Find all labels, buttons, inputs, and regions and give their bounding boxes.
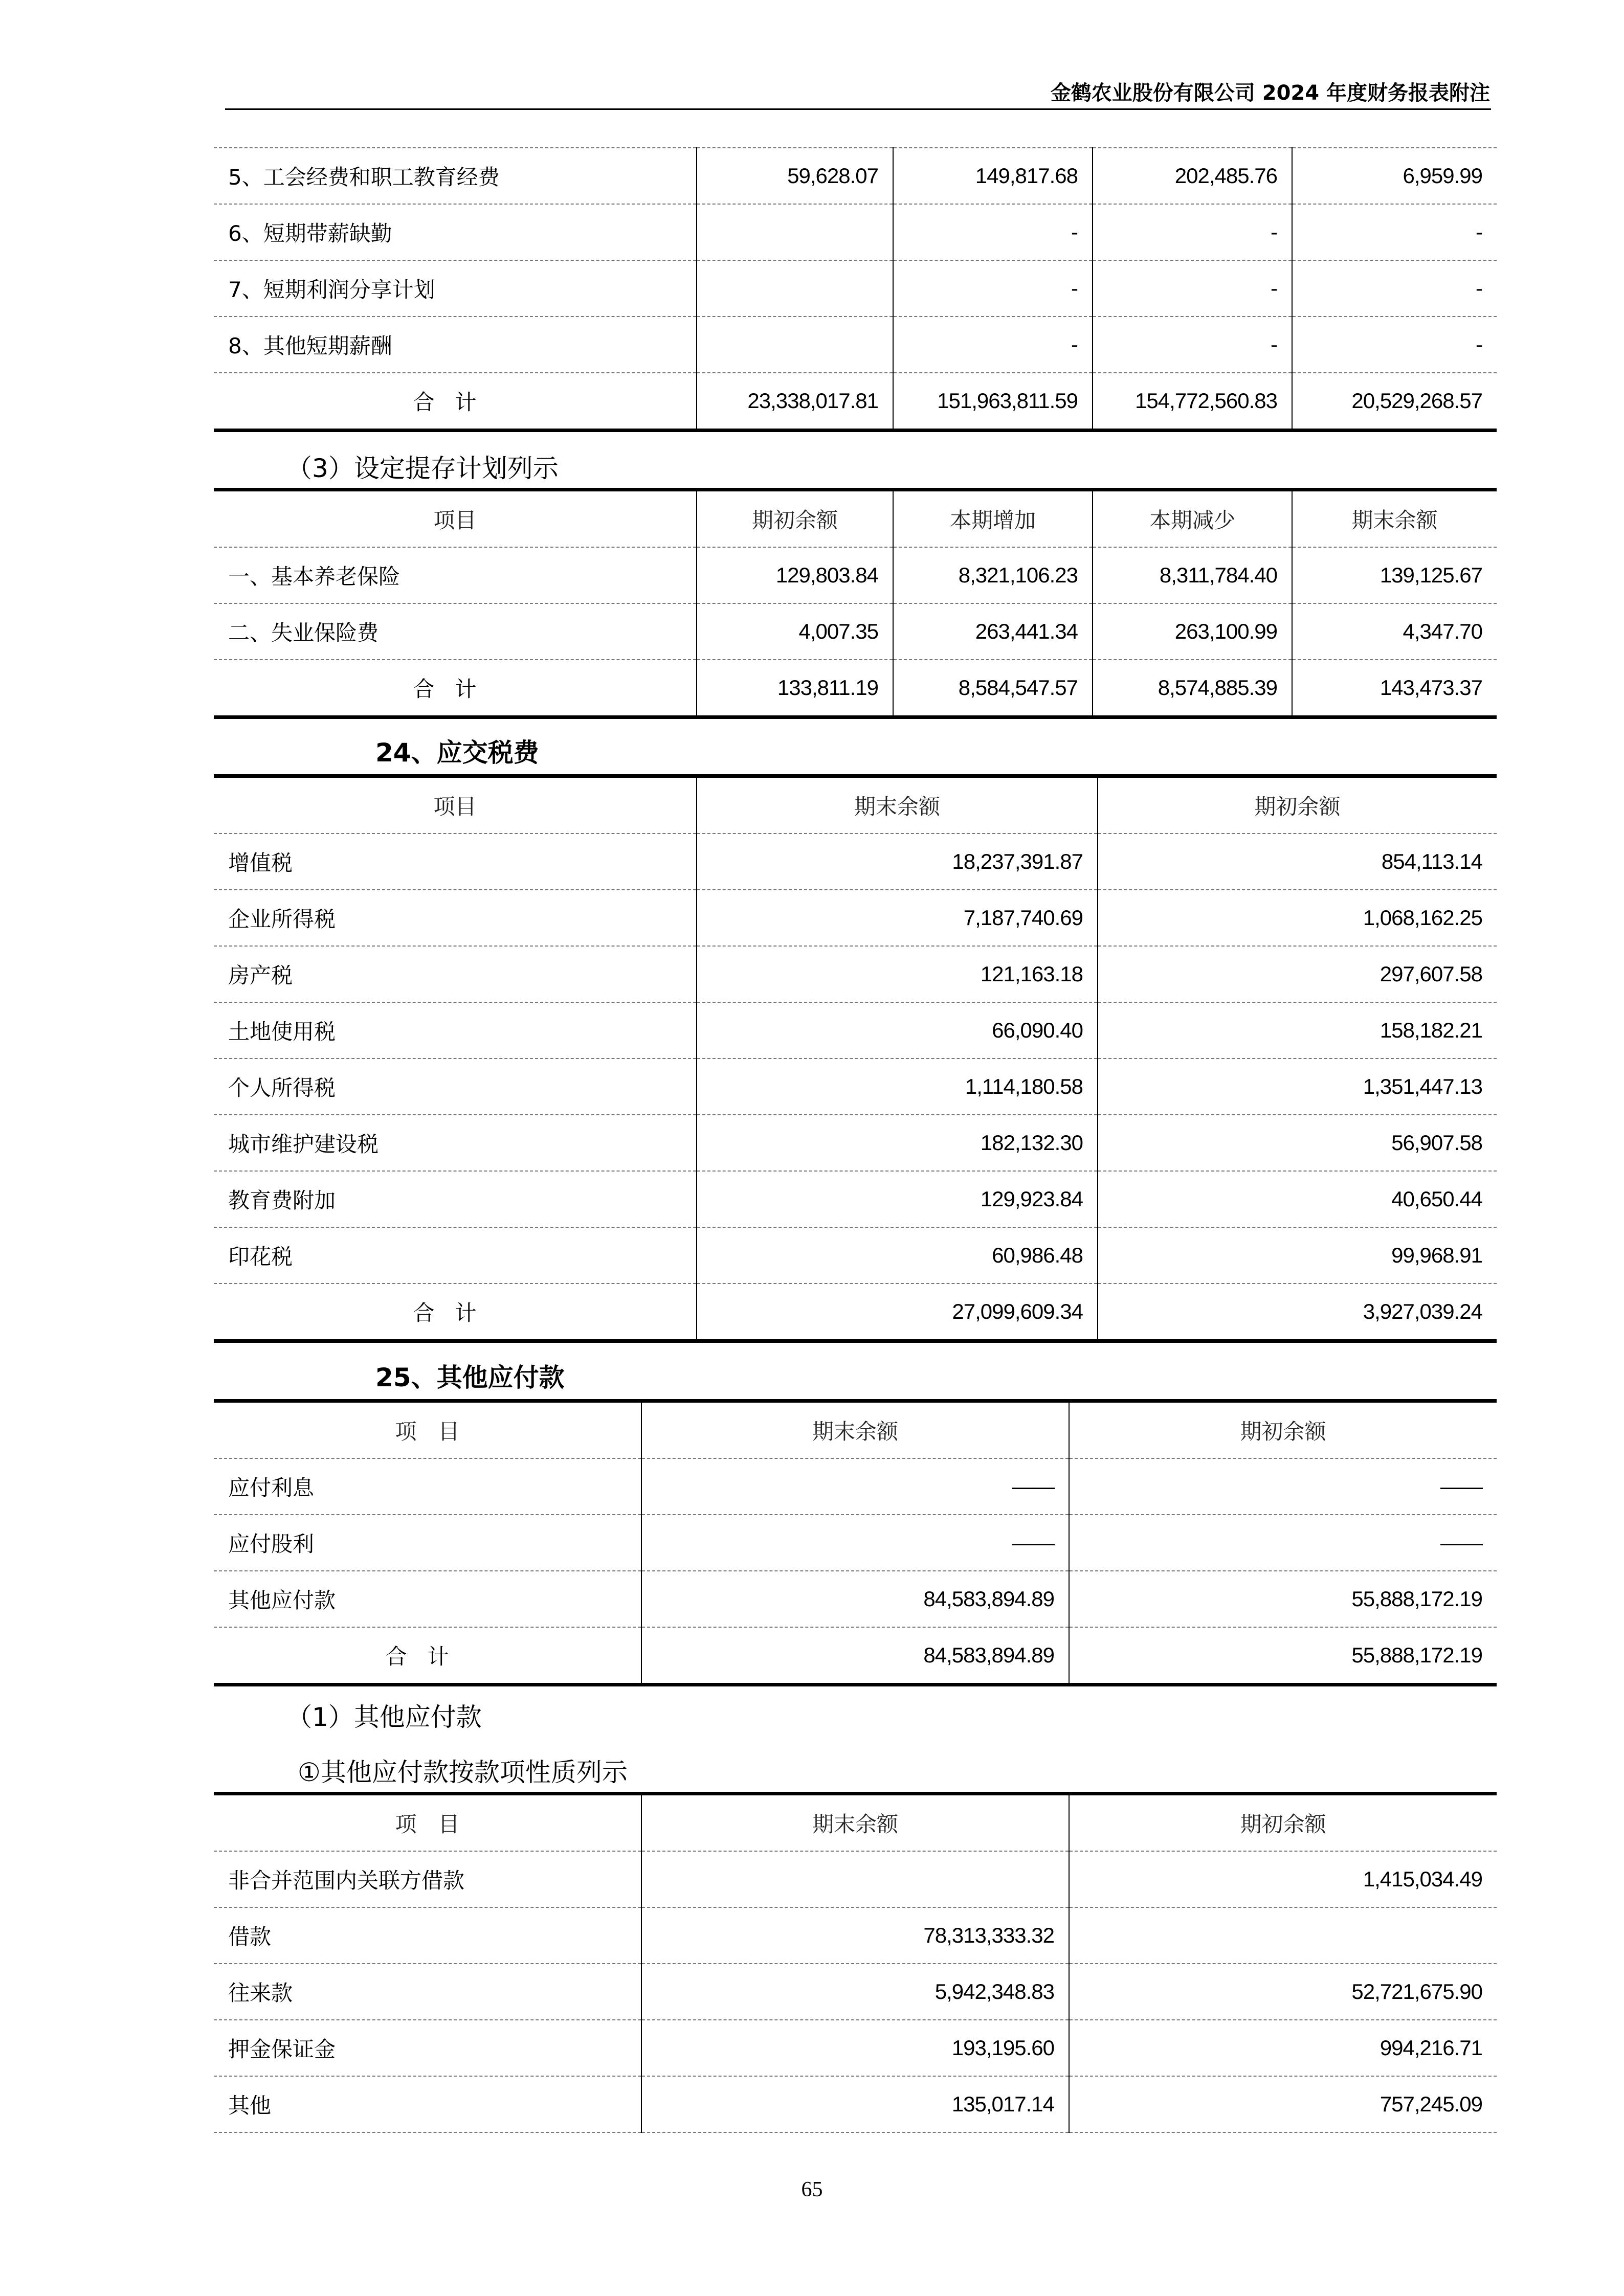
- table-row-total: [214, 1627, 1497, 1685]
- row-label: 二、失业保险费: [214, 603, 697, 660]
- row-label: 教育费附加: [214, 1171, 697, 1227]
- cell-value: 854,113.14: [1098, 834, 1497, 890]
- cell-value: 139,125.67: [1292, 547, 1497, 603]
- table-row: [214, 1851, 1497, 1907]
- cell-value: 129,923.84: [697, 1171, 1098, 1227]
- cell-value: -: [1292, 204, 1497, 260]
- row-label: 其他: [214, 2076, 641, 2132]
- column-header: 期末余额: [697, 776, 1098, 834]
- cell-value: -: [1093, 260, 1292, 317]
- total-label: 合计: [214, 1627, 641, 1685]
- table-row: [214, 2076, 1497, 2132]
- cell-value: [1069, 1907, 1497, 1964]
- column-header: 项 目: [214, 1794, 641, 1852]
- cell-value: [697, 317, 893, 373]
- cell-value: [641, 1851, 1069, 1907]
- section-subheading: ①其他应付款按款项性质列示: [298, 1758, 628, 1787]
- table-header-row: [214, 490, 1497, 548]
- section-heading: 24、应交税费: [375, 738, 539, 768]
- cell-value: 263,100.99: [1093, 603, 1292, 660]
- table-row: [214, 946, 1497, 1002]
- cell-value: 5,942,348.83: [641, 1964, 1069, 2020]
- cell-value: ——: [1069, 1515, 1497, 1571]
- column-header: 期末余额: [1292, 490, 1497, 548]
- cell-value: 52,721,675.90: [1069, 1964, 1497, 2020]
- column-header: 项目: [214, 776, 697, 834]
- cell-value: 8,321,106.23: [893, 547, 1093, 603]
- cell-value: 129,803.84: [697, 547, 893, 603]
- table-row-total: [214, 373, 1497, 431]
- cell-value: 20,529,268.57: [1292, 373, 1497, 431]
- cell-value: -: [1292, 317, 1497, 373]
- other-payables-table: [214, 1399, 1497, 1686]
- cell-value: -: [893, 204, 1093, 260]
- table-header-row: [214, 1794, 1497, 1852]
- table-row: [214, 2020, 1497, 2076]
- total-label: 合计: [214, 660, 697, 717]
- table-header-row: [214, 1401, 1497, 1459]
- cell-value: 55,888,172.19: [1069, 1627, 1497, 1685]
- row-label: 7、短期利润分享计划: [214, 260, 697, 317]
- header-divider: [225, 108, 1491, 110]
- cell-value: 3,927,039.24: [1098, 1284, 1497, 1341]
- table-row: [214, 1115, 1497, 1171]
- cell-value: 66,090.40: [697, 1002, 1098, 1059]
- page-header-title: 金鹤农业股份有限公司 2024 年度财务报表附注: [1050, 81, 1490, 105]
- table-row: [214, 1571, 1497, 1627]
- cell-value: 143,473.37: [1292, 660, 1497, 717]
- cell-value: 40,650.44: [1098, 1171, 1497, 1227]
- cell-value: 135,017.14: [641, 2076, 1069, 2132]
- row-label: 应付股利: [214, 1515, 641, 1571]
- cell-value: [697, 260, 893, 317]
- cell-value: 994,216.71: [1069, 2020, 1497, 2076]
- row-label: 印花税: [214, 1227, 697, 1284]
- row-label: 6、短期带薪缺勤: [214, 204, 697, 260]
- cell-value: [697, 204, 893, 260]
- row-label: 房产税: [214, 946, 697, 1002]
- table-row: [214, 603, 1497, 660]
- cell-value: -: [1093, 204, 1292, 260]
- cell-value: 1,114,180.58: [697, 1059, 1098, 1115]
- row-label: 个人所得税: [214, 1059, 697, 1115]
- table-row: [214, 148, 1497, 204]
- row-label: 一、基本养老保险: [214, 547, 697, 603]
- defined-contribution-table: [214, 488, 1497, 719]
- row-label: 押金保证金: [214, 2020, 641, 2076]
- cell-value: 149,817.68: [893, 148, 1093, 204]
- cell-value: 4,347.70: [1292, 603, 1497, 660]
- table-header-row: [214, 776, 1497, 834]
- cell-value: 18,237,391.87: [697, 834, 1098, 890]
- table-row: [214, 890, 1497, 946]
- table-row-total: [214, 1284, 1497, 1341]
- row-label: 企业所得税: [214, 890, 697, 946]
- table-row: [214, 1458, 1497, 1515]
- cell-value: 1,415,034.49: [1069, 1851, 1497, 1907]
- cell-value: 59,628.07: [697, 148, 893, 204]
- cell-value: ——: [641, 1458, 1069, 1515]
- column-header: 项目: [214, 490, 697, 548]
- row-label: 应付利息: [214, 1458, 641, 1515]
- column-header: 期初余额: [1069, 1794, 1497, 1852]
- total-label: 合计: [214, 1284, 697, 1341]
- table-row: [214, 834, 1497, 890]
- cell-value: -: [1093, 317, 1292, 373]
- cell-value: 263,441.34: [893, 603, 1093, 660]
- table-row-total: [214, 660, 1497, 717]
- cell-value: 8,584,547.57: [893, 660, 1093, 717]
- page-number: 65: [801, 2178, 823, 2201]
- cell-value: 7,187,740.69: [697, 890, 1098, 946]
- row-label: 城市维护建设税: [214, 1115, 697, 1171]
- payroll-table-continued: [214, 147, 1497, 432]
- column-header: 项 目: [214, 1401, 641, 1459]
- cell-value: 23,338,017.81: [697, 373, 893, 431]
- cell-value: 193,195.60: [641, 2020, 1069, 2076]
- cell-value: 154,772,560.83: [1093, 373, 1292, 431]
- table-row: [214, 204, 1497, 260]
- cell-value: ——: [1069, 1458, 1497, 1515]
- cell-value: 297,607.58: [1098, 946, 1497, 1002]
- column-header: 期初余额: [697, 490, 893, 548]
- row-label: 往来款: [214, 1964, 641, 2020]
- cell-value: 133,811.19: [697, 660, 893, 717]
- column-header: 本期增加: [893, 490, 1093, 548]
- row-label: 其他应付款: [214, 1571, 641, 1627]
- cell-value: 121,163.18: [697, 946, 1098, 1002]
- section-heading: 25、其他应付款: [375, 1363, 565, 1392]
- table-row: [214, 1002, 1497, 1059]
- table-row: [214, 1515, 1497, 1571]
- row-label: 借款: [214, 1907, 641, 1964]
- cell-value: -: [893, 317, 1093, 373]
- cell-value: -: [1292, 260, 1497, 317]
- cell-value: 158,182.21: [1098, 1002, 1497, 1059]
- cell-value: 202,485.76: [1093, 148, 1292, 204]
- section-heading: （3）设定提存计划列示: [286, 454, 559, 483]
- column-header: 本期减少: [1093, 490, 1292, 548]
- row-label: 5、工会经费和职工教育经费: [214, 148, 697, 204]
- cell-value: 151,963,811.59: [893, 373, 1093, 431]
- cell-value: -: [893, 260, 1093, 317]
- row-label: 非合并范围内关联方借款: [214, 1851, 641, 1907]
- table-row: [214, 1227, 1497, 1284]
- table-row: [214, 1907, 1497, 1964]
- cell-value: 757,245.09: [1069, 2076, 1497, 2132]
- cell-value: 1,068,162.25: [1098, 890, 1497, 946]
- cell-value: 99,968.91: [1098, 1227, 1497, 1284]
- cell-value: 182,132.30: [697, 1115, 1098, 1171]
- cell-value: 6,959.99: [1292, 148, 1497, 204]
- cell-value: 84,583,894.89: [641, 1627, 1069, 1685]
- table-row: [214, 260, 1497, 317]
- table-row: [214, 317, 1497, 373]
- row-label: 增值税: [214, 834, 697, 890]
- row-label: 土地使用税: [214, 1002, 697, 1059]
- cell-value: 1,351,447.13: [1098, 1059, 1497, 1115]
- cell-value: 55,888,172.19: [1069, 1571, 1497, 1627]
- cell-value: 78,313,333.32: [641, 1907, 1069, 1964]
- column-header: 期初余额: [1098, 776, 1497, 834]
- total-label: 合计: [214, 373, 697, 431]
- cell-value: 84,583,894.89: [641, 1571, 1069, 1627]
- cell-value: ——: [641, 1515, 1069, 1571]
- table-row: [214, 1059, 1497, 1115]
- taxes-payable-table: [214, 774, 1497, 1343]
- column-header: 期末余额: [641, 1401, 1069, 1459]
- cell-value: 8,574,885.39: [1093, 660, 1292, 717]
- other-payables-by-nature-table: [214, 1792, 1497, 2133]
- column-header: 期初余额: [1069, 1401, 1497, 1459]
- table-row: [214, 1171, 1497, 1227]
- cell-value: 8,311,784.40: [1093, 547, 1292, 603]
- cell-value: 27,099,609.34: [697, 1284, 1098, 1341]
- cell-value: 56,907.58: [1098, 1115, 1497, 1171]
- cell-value: 60,986.48: [697, 1227, 1098, 1284]
- table-row: [214, 1964, 1497, 2020]
- row-label: 8、其他短期薪酬: [214, 317, 697, 373]
- table-row: [214, 547, 1497, 603]
- column-header: 期末余额: [641, 1794, 1069, 1852]
- cell-value: 4,007.35: [697, 603, 893, 660]
- section-heading: （1）其他应付款: [286, 1702, 482, 1732]
